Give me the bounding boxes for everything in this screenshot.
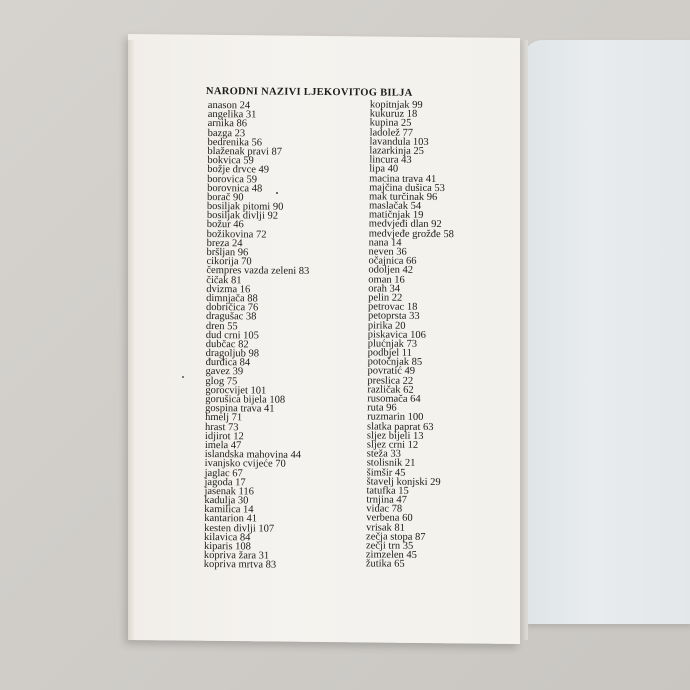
index-entry: oman 16 [368, 273, 405, 286]
index-entry: bazga 23 [207, 127, 246, 139]
index-entry: arnika 86 [207, 118, 248, 130]
left-column [204, 101, 311, 570]
index-entry: božikovina 72 [206, 228, 267, 241]
index-entry: rusomača 64 [367, 393, 421, 405]
index-entry: kopriva mrtva 83 [203, 559, 277, 572]
index-entry: podbjel 11 [367, 347, 412, 359]
index-entry: petrovac 18 [368, 301, 418, 313]
index-entry: bedrenika 56 [207, 136, 263, 149]
speck [276, 192, 278, 194]
index-entry: jasenak 116 [204, 485, 254, 498]
index-entry: tatufka 15 [366, 485, 409, 497]
index-entry: trnjina 47 [366, 494, 407, 506]
index-entry: očajnica 66 [368, 255, 417, 268]
right-column [366, 100, 455, 569]
index-entry: dren 55 [205, 320, 238, 332]
index-entry: zečji trn 35 [365, 540, 414, 552]
index-entry: dragoljub 98 [205, 348, 260, 360]
left-page [128, 34, 520, 644]
index-entry: đurđica 84 [205, 357, 251, 369]
index-entry: pelin 22 [368, 292, 403, 304]
index-entry: mak turčinak 96 [368, 191, 438, 203]
index-entry: borovica 59 [207, 173, 258, 185]
index-entry: nana 14 [368, 237, 402, 249]
index-entry: kupina 25 [369, 117, 412, 130]
index-entry: lipa 40 [369, 163, 399, 175]
index-entry: macina trava 41 [369, 172, 437, 185]
index-entry: glog 75 [205, 375, 238, 387]
index-entry: gorocvijet 101 [205, 384, 267, 397]
index-entry: borovnica 48 [207, 182, 263, 195]
index-entry: jagoda 17 [204, 476, 246, 489]
index-entry: gorušica bijela 108 [205, 394, 286, 406]
index-entry: gavez 39 [205, 366, 244, 378]
index-entry: verbena 60 [366, 512, 413, 525]
index-entry: kadulja 30 [204, 495, 249, 507]
index-entry: bosiljak divlji 92 [206, 210, 279, 222]
index-entry: kamilica 14 [204, 504, 254, 516]
index-entry: kopitnjak 99 [369, 99, 423, 111]
index-entry: lincura 43 [369, 154, 412, 166]
index-entry: bokvica 59 [207, 155, 254, 167]
index-entry: bosiljak pitomi 90 [206, 201, 284, 213]
index-entry: kantarion 41 [204, 513, 258, 525]
index-content [203, 86, 506, 572]
index-entry: odoljen 42 [368, 264, 414, 277]
index-entry: vidac 78 [366, 503, 403, 515]
index-entry: božje drvce 49 [207, 164, 270, 176]
index-entry: blaženak pravi 87 [207, 145, 283, 158]
page-title: NARODNI NAZIVI LJEKOVITOG BILJA [205, 86, 413, 99]
index-entry: cikorija 70 [206, 256, 252, 268]
index-entry: idjirot 12 [204, 430, 244, 443]
index-entry: kukuruz 18 [369, 108, 418, 121]
index-entry: čempres vazda zeleni 83 [206, 265, 310, 278]
index-entry: imela 47 [204, 439, 242, 452]
index-entry: anason 24 [207, 100, 251, 112]
index-entry: neven 36 [368, 246, 407, 258]
index-entry: štavelj konjski 29 [366, 476, 441, 488]
right-page [524, 40, 690, 624]
index-entry: dud crni 105 [205, 329, 259, 342]
index-entry: islandska mahovina 44 [204, 449, 302, 461]
index-entry: angelika 31 [207, 109, 257, 121]
index-entry: slatka paprat 63 [366, 420, 434, 433]
index-entry: medvjeđe grožđe 58 [368, 228, 454, 240]
index-entry: različak 62 [367, 384, 414, 396]
index-entry: steža 33 [366, 448, 401, 460]
index-entry: ruzmarin 100 [367, 411, 424, 424]
index-entry: bršljan 96 [206, 247, 249, 259]
index-entry: borač 90 [206, 191, 244, 204]
index-entry: gospina trava 41 [205, 403, 275, 415]
index-entry: lavandula 103 [369, 136, 429, 148]
index-entry: zečja stopa 87 [366, 531, 426, 543]
index-entry: kopriva žara 31 [203, 550, 270, 562]
index-entry: lazarkinja 25 [369, 145, 425, 157]
index-entry: sljez bijeli 13 [366, 430, 424, 442]
index-entry: sljez crni 12 [366, 439, 419, 451]
index-entry: stolisnik 21 [366, 457, 416, 470]
index-entry: šimšir 45 [366, 466, 406, 479]
index-entry: dimnjača 88 [206, 292, 258, 305]
speck [182, 376, 184, 378]
index-entry: dubčac 82 [205, 338, 249, 351]
index-entry: dvizma 16 [206, 283, 251, 296]
index-entry: žutika 65 [365, 558, 405, 571]
index-entry: preslica 22 [367, 375, 414, 387]
index-entry: maslačak 54 [368, 200, 422, 212]
index-entry: jaglac 67 [204, 467, 243, 479]
index-entry: dobričica 76 [206, 302, 259, 314]
index-entry: breza 24 [206, 237, 243, 250]
index-entry: ivanjsko cvijeće 70 [204, 458, 286, 471]
index-entry: pirika 20 [367, 319, 406, 332]
index-entry: kiparis 108 [203, 541, 251, 553]
index-entry: božur 46 [206, 219, 244, 231]
index-entry: potočnjak 85 [367, 356, 423, 369]
index-entry: matičnjak 19 [368, 209, 424, 222]
index-entry: ladolež 77 [369, 126, 414, 139]
index-entry: ruta 96 [367, 402, 397, 414]
index-entry: dragušac 38 [205, 311, 257, 323]
index-entry: petoprsta 33 [367, 310, 420, 323]
index-entry: orah 34 [368, 283, 401, 295]
index-entry: plućnjak 73 [367, 338, 418, 350]
index-entry: kesten divlji 107 [204, 522, 275, 535]
index-entry: majčina dušica 53 [369, 182, 445, 194]
index-entry: čičak 81 [206, 274, 242, 286]
index-entry: hmelj 71 [205, 412, 243, 424]
index-entry: kilavica 84 [204, 531, 251, 544]
index-entry: vrisak 81 [366, 522, 405, 534]
index-entry: medvjeđi dlan 92 [368, 218, 442, 231]
index-entry: zimzelen 45 [365, 549, 417, 562]
index-entry: piskavica 106 [367, 329, 426, 341]
page-edge [128, 40, 134, 640]
index-entry: hrast 73 [204, 421, 239, 433]
index-entry: povratić 49 [367, 365, 416, 378]
